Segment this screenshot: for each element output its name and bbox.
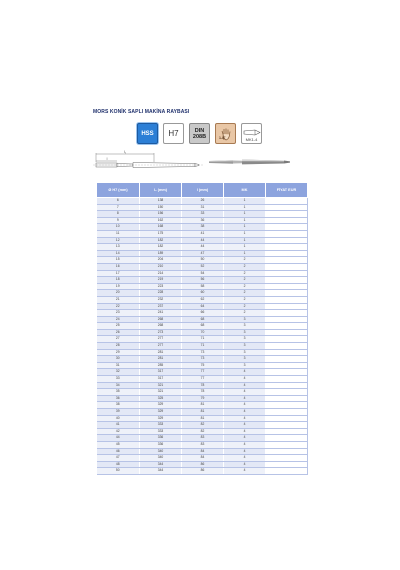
table-row: [97, 198, 308, 205]
cell-l: 54: [182, 270, 224, 277]
cell-mk: 4: [224, 395, 266, 402]
cell-price: [266, 323, 308, 330]
cell-l: 44: [182, 244, 224, 251]
cell-diameter: 48: [97, 461, 140, 468]
cell-l1: 317: [140, 376, 182, 383]
cell-l: 81: [182, 415, 224, 422]
table-row: [97, 376, 308, 383]
cell-price: [266, 468, 308, 475]
cell-mk: 1: [224, 224, 266, 231]
cell-l1: 223: [140, 283, 182, 290]
cell-l1: 340: [140, 455, 182, 462]
table-row: [97, 389, 308, 396]
cell-mk: 2: [224, 283, 266, 290]
cell-mk: 1: [224, 198, 266, 205]
cell-l1: 232: [140, 296, 182, 303]
cell-l1: 268: [140, 323, 182, 330]
cell-diameter: 39: [97, 409, 140, 416]
spec-badges: [137, 123, 262, 144]
cell-l1: 281: [140, 349, 182, 356]
cell-price: [266, 448, 308, 455]
table-row: [97, 369, 308, 376]
taper-shank-icon: [243, 128, 261, 137]
table-row: [97, 382, 308, 389]
cell-l1: 150: [140, 204, 182, 211]
cell-diameter: 7: [97, 204, 140, 211]
table-row: [97, 323, 308, 330]
cell-diameter: 15: [97, 257, 140, 264]
table-row: [97, 296, 308, 303]
cell-price: [266, 441, 308, 448]
cell-l1: 336: [140, 435, 182, 442]
cell-price: [266, 415, 308, 422]
cell-diameter: 36: [97, 395, 140, 402]
table-row: [97, 310, 308, 317]
cell-l: 58: [182, 283, 224, 290]
mk-label: MK1-4: [245, 137, 258, 142]
cell-diameter: 12: [97, 237, 140, 244]
cell-price: [266, 263, 308, 270]
cell-mk: 3: [224, 329, 266, 336]
cell-l1: 210: [140, 263, 182, 270]
cell-l: 38: [182, 224, 224, 231]
cell-l: 86: [182, 461, 224, 468]
cell-l: 33: [182, 211, 224, 218]
cell-diameter: 28: [97, 343, 140, 350]
table-row: [97, 336, 308, 343]
reamer-size-table: [96, 182, 308, 475]
cell-price: [266, 283, 308, 290]
cell-price: [266, 329, 308, 336]
table-header-row: [97, 183, 308, 198]
cell-l1: 329: [140, 402, 182, 409]
cell-diameter: 22: [97, 303, 140, 310]
cell-l: 82: [182, 422, 224, 429]
cell-mk: 2: [224, 270, 266, 277]
table-row: [97, 277, 308, 284]
cell-diameter: 27: [97, 336, 140, 343]
din-standard-badge: [189, 123, 210, 144]
cell-mk: 4: [224, 409, 266, 416]
cell-diameter: 33: [97, 376, 140, 383]
cell-l: 41: [182, 230, 224, 237]
cell-diameter: 14: [97, 250, 140, 257]
cell-diameter: 44: [97, 435, 140, 442]
cell-price: [266, 224, 308, 231]
table-row: [97, 441, 308, 448]
cell-mk: 3: [224, 323, 266, 330]
cell-price: [266, 455, 308, 462]
cell-l1: 336: [140, 441, 182, 448]
cell-diameter: 13: [97, 244, 140, 251]
header-l1: l₁ (mm): [140, 183, 182, 198]
cell-price: [266, 303, 308, 310]
cell-diameter: 9: [97, 217, 140, 224]
cell-diameter: 8: [97, 211, 140, 218]
cell-l1: 273: [140, 329, 182, 336]
cell-l: 73: [182, 349, 224, 356]
cell-l: 81: [182, 402, 224, 409]
cell-l: 56: [182, 277, 224, 284]
table-row: [97, 435, 308, 442]
table-row: [97, 270, 308, 277]
cell-l1: 168: [140, 224, 182, 231]
cell-price: [266, 290, 308, 297]
cell-diameter: 30: [97, 356, 140, 363]
cell-mk: 4: [224, 415, 266, 422]
table-row: [97, 224, 308, 231]
cell-price: [266, 409, 308, 416]
cell-price: [266, 244, 308, 251]
cell-mk: 1: [224, 237, 266, 244]
cell-price: [266, 204, 308, 211]
cell-diameter: 34: [97, 382, 140, 389]
cell-mk: 2: [224, 303, 266, 310]
cell-l: 81: [182, 409, 224, 416]
cell-price: [266, 296, 308, 303]
cell-price: [266, 211, 308, 218]
table-row: [97, 422, 308, 429]
cell-l: 70: [182, 329, 224, 336]
cell-l1: 281: [140, 356, 182, 363]
cell-mk: 3: [224, 336, 266, 343]
table-row: [97, 461, 308, 468]
cell-l1: 340: [140, 448, 182, 455]
table-body: [97, 198, 308, 475]
cell-diameter: 10: [97, 224, 140, 231]
cell-l: 84: [182, 448, 224, 455]
cell-l1: 321: [140, 382, 182, 389]
cell-l1: 277: [140, 336, 182, 343]
cell-price: [266, 376, 308, 383]
table-row: [97, 428, 308, 435]
cell-mk: 4: [224, 435, 266, 442]
cell-mk: 2: [224, 296, 266, 303]
cell-mk: 3: [224, 362, 266, 369]
table-row: [97, 402, 308, 409]
cell-l: 60: [182, 290, 224, 297]
cell-l: 31: [182, 204, 224, 211]
cell-l1: 277: [140, 343, 182, 350]
cell-mk: 2: [224, 263, 266, 270]
cell-mk: 2: [224, 290, 266, 297]
cell-l1: 285: [140, 362, 182, 369]
hss-badge: HSS: [137, 123, 158, 144]
cell-l: 77: [182, 376, 224, 383]
table-row: [97, 290, 308, 297]
cell-price: [266, 362, 308, 369]
cell-l1: 333: [140, 428, 182, 435]
cell-l: 47: [182, 250, 224, 257]
table-row: [97, 244, 308, 251]
cell-l1: 214: [140, 270, 182, 277]
cell-l1: 321: [140, 389, 182, 396]
cell-l: 86: [182, 468, 224, 475]
cell-mk: 1: [224, 244, 266, 251]
reamer-technical-drawing: [93, 150, 205, 174]
cell-l1: 228: [140, 290, 182, 297]
cell-l1: 156: [140, 211, 182, 218]
cell-mk: 3: [224, 356, 266, 363]
cell-mk: 4: [224, 428, 266, 435]
cell-price: [266, 356, 308, 363]
cell-diameter: 23: [97, 310, 140, 317]
table-row: [97, 343, 308, 350]
cell-diameter: 35: [97, 389, 140, 396]
table-row: [97, 395, 308, 402]
din-label: DIN: [194, 127, 205, 134]
cell-price: [266, 237, 308, 244]
cell-mk: 2: [224, 277, 266, 284]
cell-diameter: 40: [97, 415, 140, 422]
cell-price: [266, 198, 308, 205]
cell-l: 78: [182, 382, 224, 389]
cell-l1: 204: [140, 257, 182, 264]
table-row: [97, 329, 308, 336]
cell-price: [266, 336, 308, 343]
cell-diameter: 46: [97, 448, 140, 455]
cell-price: [266, 389, 308, 396]
cell-mk: 4: [224, 455, 266, 462]
reamer-product-photo: [208, 155, 292, 169]
cell-diameter: 26: [97, 329, 140, 336]
cell-price: [266, 422, 308, 429]
cell-l1: 241: [140, 310, 182, 317]
cell-l: 66: [182, 310, 224, 317]
cell-mk: 4: [224, 369, 266, 376]
cell-price: [266, 316, 308, 323]
cell-diameter: 47: [97, 455, 140, 462]
cell-mk: 4: [224, 389, 266, 396]
morse-taper-badge: [241, 123, 262, 144]
cell-l: 79: [182, 395, 224, 402]
cell-l1: 317: [140, 369, 182, 376]
cell-mk: 4: [224, 461, 266, 468]
table-row: [97, 356, 308, 363]
cell-mk: 2: [224, 310, 266, 317]
table-row: [97, 257, 308, 264]
cell-mk: 3: [224, 316, 266, 323]
cell-diameter: 19: [97, 283, 140, 290]
cell-mk: 1: [224, 250, 266, 257]
cell-price: [266, 402, 308, 409]
cell-l: 73: [182, 356, 224, 363]
cell-l: 84: [182, 455, 224, 462]
table-row: [97, 316, 308, 323]
cell-l1: 344: [140, 468, 182, 475]
table-row: [97, 237, 308, 244]
cell-price: [266, 230, 308, 237]
table-row: [97, 455, 308, 462]
cell-l: 52: [182, 263, 224, 270]
cell-diameter: 18: [97, 277, 140, 284]
cell-l1: 329: [140, 409, 182, 416]
cell-l1: 344: [140, 461, 182, 468]
cell-price: [266, 369, 308, 376]
cell-diameter: 6: [97, 198, 140, 205]
cell-mk: 3: [224, 343, 266, 350]
cell-mk: 4: [224, 382, 266, 389]
table-row: [97, 204, 308, 211]
table-row: [97, 250, 308, 257]
header-price: FİYAT EUR: [266, 183, 308, 198]
table-row: [97, 283, 308, 290]
cell-diameter: 17: [97, 270, 140, 277]
cell-mk: 4: [224, 376, 266, 383]
cell-mk: 4: [224, 468, 266, 475]
table-row: [97, 448, 308, 455]
cell-l: 68: [182, 316, 224, 323]
cell-l1: 175: [140, 230, 182, 237]
cell-diameter: 42: [97, 428, 140, 435]
cell-mk: 4: [224, 448, 266, 455]
cell-price: [266, 310, 308, 317]
cell-l: 71: [182, 336, 224, 343]
cell-l1: 182: [140, 244, 182, 251]
cell-l1: 333: [140, 422, 182, 429]
cell-price: [266, 257, 308, 264]
cell-l1: 325: [140, 395, 182, 402]
cell-diameter: 29: [97, 349, 140, 356]
angle-label: 1-8°: [219, 136, 226, 140]
cell-l: 62: [182, 296, 224, 303]
cell-price: [266, 395, 308, 402]
cell-mk: 4: [224, 402, 266, 409]
cell-diameter: 25: [97, 323, 140, 330]
cell-l1: 189: [140, 250, 182, 257]
cell-l: 26: [182, 198, 224, 205]
table-row: [97, 362, 308, 369]
cell-diameter: 16: [97, 263, 140, 270]
cell-price: [266, 270, 308, 277]
spiral-angle-badge: [215, 123, 236, 144]
din-number: 208B: [192, 133, 207, 140]
cell-l: 36: [182, 217, 224, 224]
cell-diameter: 31: [97, 362, 140, 369]
cell-l: 64: [182, 303, 224, 310]
cell-l: 83: [182, 435, 224, 442]
cell-l: 78: [182, 389, 224, 396]
h7-tolerance-badge: H7: [163, 123, 184, 144]
cell-diameter: 50: [97, 468, 140, 475]
cell-diameter: 32: [97, 369, 140, 376]
cell-price: [266, 277, 308, 284]
cell-diameter: 24: [97, 316, 140, 323]
table-row: [97, 349, 308, 356]
table-row: [97, 303, 308, 310]
cell-mk: 2: [224, 257, 266, 264]
cell-l: 75: [182, 362, 224, 369]
cell-l1: 237: [140, 303, 182, 310]
cell-l: 50: [182, 257, 224, 264]
cell-price: [266, 428, 308, 435]
cell-price: [266, 343, 308, 350]
header-l: l (mm): [182, 183, 224, 198]
cell-l: 44: [182, 237, 224, 244]
table-row: [97, 415, 308, 422]
cell-l: 83: [182, 441, 224, 448]
table-row: [97, 230, 308, 237]
cell-l1: 329: [140, 415, 182, 422]
l-dimension-label: l₁: [124, 150, 126, 154]
cell-l: 71: [182, 343, 224, 350]
cell-l: 68: [182, 323, 224, 330]
cell-price: [266, 349, 308, 356]
table-row: [97, 211, 308, 218]
cell-mk: 4: [224, 422, 266, 429]
table-row: [97, 263, 308, 270]
cell-mk: 1: [224, 211, 266, 218]
cell-price: [266, 461, 308, 468]
cell-mk: 4: [224, 441, 266, 448]
cell-diameter: 21: [97, 296, 140, 303]
l-short-dimension-label: l: [106, 157, 108, 161]
cell-price: [266, 250, 308, 257]
cell-diameter: 41: [97, 422, 140, 429]
cell-l1: 219: [140, 277, 182, 284]
cell-diameter: 11: [97, 230, 140, 237]
table-row: [97, 468, 308, 475]
cell-l1: 268: [140, 316, 182, 323]
cell-l1: 138: [140, 198, 182, 205]
cell-diameter: 45: [97, 441, 140, 448]
cell-l: 82: [182, 428, 224, 435]
table-row: [97, 409, 308, 416]
cell-mk: 1: [224, 217, 266, 224]
cell-l1: 182: [140, 237, 182, 244]
cell-l: 77: [182, 369, 224, 376]
cell-price: [266, 382, 308, 389]
page-title: MORS KONİK SAPLI MAKİNA RAYBASI: [93, 109, 190, 115]
cell-diameter: 20: [97, 290, 140, 297]
cell-price: [266, 217, 308, 224]
cell-diameter: 38: [97, 402, 140, 409]
cell-mk: 3: [224, 349, 266, 356]
header-mk: MK: [224, 183, 266, 198]
cell-mk: 1: [224, 204, 266, 211]
cell-price: [266, 435, 308, 442]
cell-l1: 162: [140, 217, 182, 224]
header-diameter: Ø H7 (mm): [97, 183, 140, 198]
table-row: [97, 217, 308, 224]
cell-mk: 1: [224, 230, 266, 237]
